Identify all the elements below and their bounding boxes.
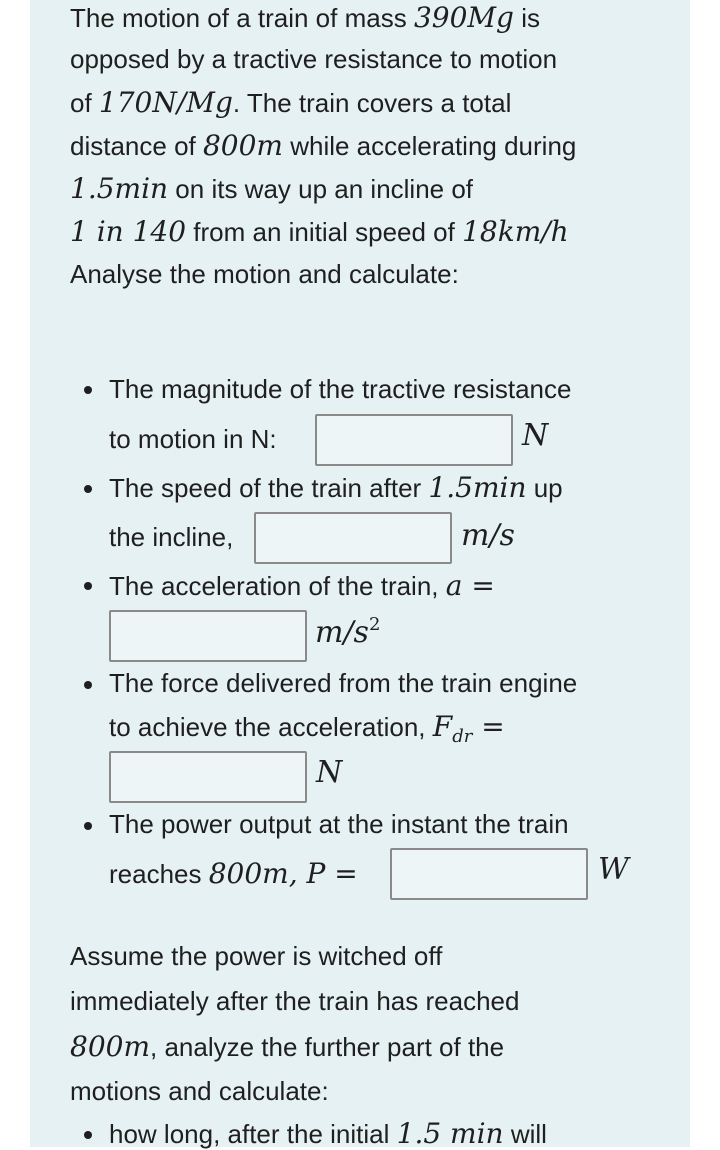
second-line-4: motions and calculate: [70,1076,329,1106]
q5-text-line-2: reaches 800m, P = [109,857,358,890]
bullet-q3 [84,582,92,590]
second-line-3: 800m, analyze the further part of the [70,1030,505,1063]
bullet-q5 [84,822,92,830]
second-line-2: immediately after the train has reached [70,986,520,1016]
q5-text-line-1: The power output at the instant the train [109,809,569,839]
second-line-1: Assume the power is witched off [70,941,443,971]
q1-unit: N [522,418,549,453]
intro-line-2: opposed by a tractive resistance to motion [70,44,558,74]
bullet-q2 [84,485,92,493]
q1-text-line-1: The magnitude of the tractive resistance [109,374,572,404]
q3-answer-input[interactable] [109,610,307,662]
bullet-second [84,1131,92,1139]
bullet-q4 [84,681,92,689]
q4-unit: N [316,755,343,790]
q1-text-line-2: to motion in N: [109,424,277,454]
q1-answer-input[interactable] [315,414,513,466]
intro-line-1: The motion of a train of mass 390Mg is [70,1,540,34]
q5-answer-input[interactable] [390,848,588,900]
q3-unit: $m/s^2$ [315,614,381,650]
intro-line-7: Analyse the motion and calculate: [70,259,459,289]
intro-line-6: 1 in 140 from an initial speed of 18km/h [70,215,569,248]
q2-text-line-2: the incline, [109,522,234,552]
q4-text-line-2: to achieve the acceleration, $F_{dr}$ = [109,710,505,747]
q4-answer-input[interactable] [109,751,307,803]
q2-answer-input[interactable] [254,512,452,564]
second-bullet-text: how long, after the initial 1.5 min will [109,1117,547,1150]
intro-line-4: distance of 800m while accelerating during [70,129,577,162]
q2-unit: m/s [461,518,515,553]
q2-text-line-1: The speed of the train after 1.5min up [109,471,563,504]
intro-line-5: 1.5min on its way up an incline of [70,172,474,205]
intro-line-3: of 170N/Mg. The train covers a total [70,86,512,119]
q5-unit: W [598,852,629,887]
q4-text-line-1: The force delivered from the train engine [109,668,578,698]
q3-text-line-1: The acceleration of the train, a = [109,569,495,602]
bullet-q1 [84,386,92,394]
